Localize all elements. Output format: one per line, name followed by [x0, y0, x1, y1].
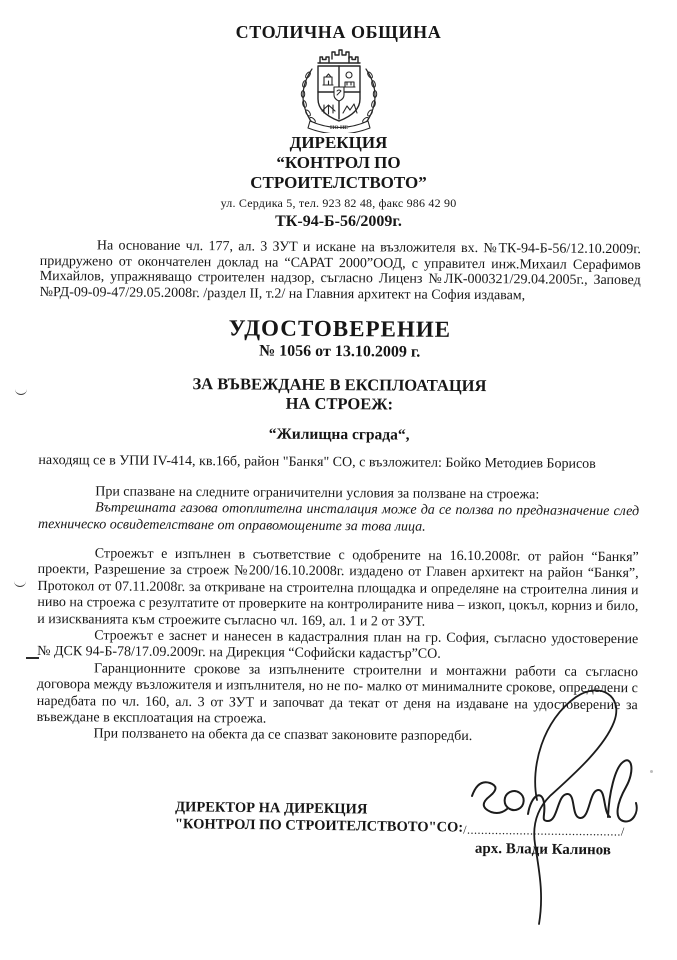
preamble-paragraph: На основание чл. 177, ал. 3 ЗУТ и искане на възложителя вх. №ТК-94-Б-56/12.10.2009г. придружено от окончателен доклад на “САРАТ 2000”ООД, с управител инж.Михаил Серафимов Михайлов, упражняващо строителен надзор, съгласно Лиценз №ЛК-000321/29.04.2005г., Заповед №РД-09-09-47/29.05.2008г. /раздел II, т.2/ на Главния архитект на София издавам, — [39, 238, 641, 304]
director-title — [175, 799, 464, 836]
sofia-coat-of-arms-emblem — [290, 45, 388, 133]
director-title-line-2: "КОНТРОЛ ПО СТРОИТЕЛСТВОТО"СО: — [174, 815, 464, 836]
signature-block — [36, 797, 638, 859]
construction-object-name: “Жилищна сграда“, — [268, 425, 410, 444]
body-paragraph: Гаранционните срокове за изпълнените строителни и монтажни работи са съгласно договора между възложителя и изпълнителя, но не по- малко от минималните срокове, определени с наредбата по чл. 160, ал. 3 от ЗУТ и започват да текат от деня на издаване на удостоверение за въвеждане в експлоатация на строежа. — [36, 661, 639, 727]
location-line: находящ се в УПИ IV-414, кв.16б, район "Банкя" СО, с възложител: Бойко Методиев Борисов — [38, 453, 596, 473]
certificate-subtitle-2: НА СТРОЕЖ: — [285, 394, 394, 414]
address-line: ул. Сердика 5, тел. 923 82 48, факс 986 42 90 — [220, 196, 457, 210]
letterhead — [0, 0, 677, 231]
municipality-title: СТОЛИЧНА ОБЩИНА — [235, 22, 442, 42]
certificate-title-block — [39, 315, 641, 446]
director-title-line-1: ДИРЕКТОР НА ДИРЕКЦИЯ — [175, 798, 368, 818]
body-paragraph: Строежът е заснет и нанесен в кадастралния план на гр. София, съгласно удостоверение № ДСК 94-Б-78/17.09.2009г. на Дирекция “Софийски кадастър”СО. — [37, 628, 639, 663]
emblem-motto-text: НО НЕ — [329, 125, 348, 131]
conditions-intro: При спазване на следните ограничителни условия за ползване на строежа: — [95, 484, 540, 503]
body-paragraph: Строежът е изпълнен в съответствие с одобрените на 16.10.2008г. от район “Банкя” проекти, Разрешение за строеж №200/16.10.2008г. издадено от Главен архитект на район “Банкя”, Протокол от 07.11.2008г. за откриване на строителна площадка и определяне на строителна линия и ниво на строежа с резултатите от проверките на контролираните нива – изкоп, цокъл, корниз и било, и изискванията към строежите съгласно чл. 169, ал. 1 и 2 от ЗУТ. — [37, 546, 639, 630]
certificate-number: № 1056 от 13.10.2009 г. — [259, 342, 421, 362]
directorate-line-3: СТРОИТЕЛСТВОТО” — [250, 173, 427, 192]
reference-number: ТК-94-Б-56/2009г. — [275, 213, 402, 230]
certificate-title: УДОСТОВЕРЕНИЕ — [228, 315, 452, 343]
document-body — [0, 238, 677, 859]
body-paragraph: При ползването на обекта да се спазват законовите разпоредби. — [93, 726, 473, 745]
signature-area — [463, 823, 623, 860]
conditions-restriction: Вътрешната газова отоплителна инсталация може да се ползва по предназначение след техническо освидетелстване от оправомощените за това лица. — [37, 500, 640, 535]
directorate-line-2: “КОНТРОЛ ПО — [276, 153, 401, 172]
signature-dotted-line: /............................................/ — [463, 822, 625, 839]
crown-center-tower — [332, 50, 349, 59]
directorate-line-1: ДИРЕКЦИЯ — [289, 133, 388, 152]
signer-name: арх. Влади Калинов — [474, 840, 612, 859]
certificate-subtitle-1: ЗА ВЪВЕЖДАНЕ В ЕКСПЛОАТАЦИЯ — [192, 374, 487, 396]
